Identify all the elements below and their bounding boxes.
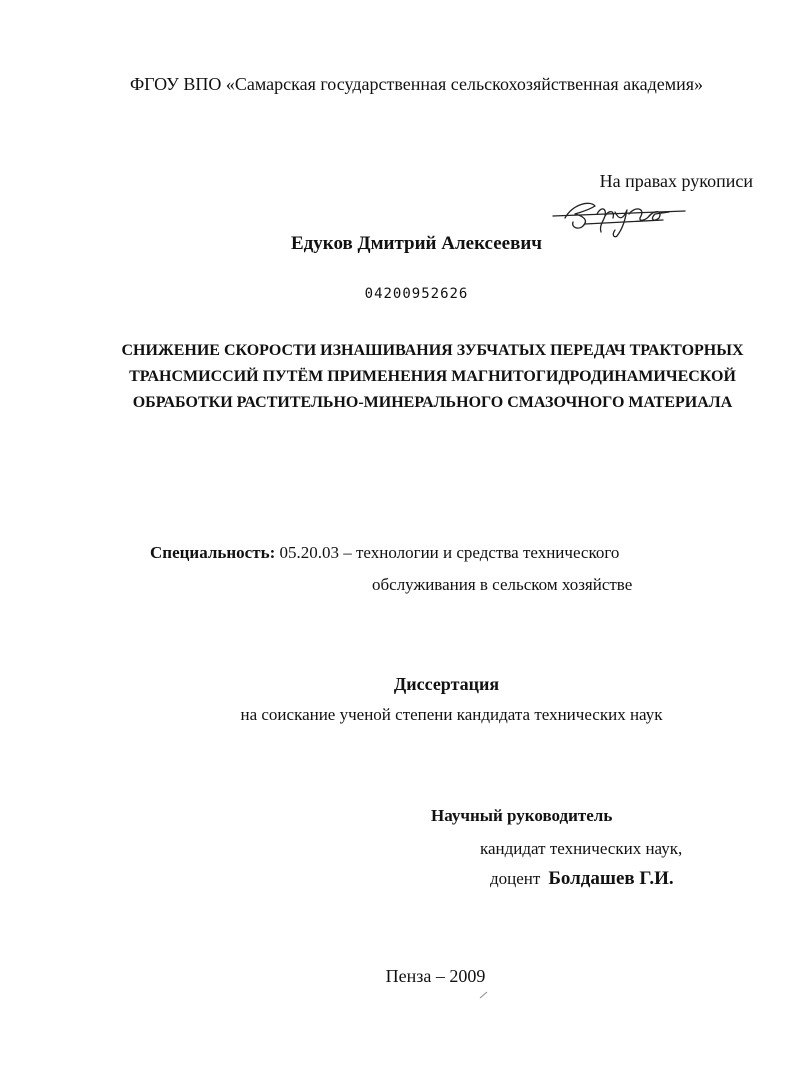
title-line-3: ОБРАБОТКИ РАСТИТЕЛЬНО-МИНЕРАЛЬНОГО СМАЗОЧНОГО МАТЕРИАЛА: [132, 394, 733, 411]
city-year: Пенза – 2009: [385, 966, 486, 986]
scan-mark-icon: [478, 990, 490, 1000]
specialty-line-2: обслуживания в сельском хозяйстве: [372, 575, 633, 594]
dissertation-heading: Диссертация: [393, 674, 500, 694]
author-name: Едуков Дмитрий Алексеевич: [291, 233, 542, 254]
registration-number: 04200952626: [364, 286, 469, 302]
supervisor-title: Научный руководитель: [431, 806, 613, 825]
supervisor-degree: кандидат технических наук,: [480, 839, 683, 858]
supervisor-position: доцент: [490, 869, 541, 888]
specialty-label: Специальность:: [150, 543, 276, 562]
supervisor-name: Болдашев Г.И.: [548, 868, 674, 889]
specialty-line-1: [150, 543, 619, 563]
supervisor-line: [490, 868, 674, 890]
degree-line: на соискание ученой степени кандидата технических наук: [240, 705, 663, 724]
title-line-2: ТРАНСМИССИЙ ПУТЁМ ПРИМЕНЕНИЯ МАГНИТОГИДРОДИНАМИЧЕСКОЙ: [129, 368, 736, 385]
title-line-1: СНИЖЕНИЕ СКОРОСТИ ИЗНАШИВАНИЯ ЗУБЧАТЫХ ПЕРЕДАЧ ТРАКТОРНЫХ: [121, 342, 744, 359]
institution-header: ФГОУ ВПО «Самарская государственная сельскохозяйственная академия»: [129, 74, 704, 94]
specialty-code: 05.20.03 – технологии и средства технического: [275, 543, 620, 562]
rights-note: На правах рукописи: [599, 171, 753, 191]
dissertation-title: [60, 338, 793, 416]
